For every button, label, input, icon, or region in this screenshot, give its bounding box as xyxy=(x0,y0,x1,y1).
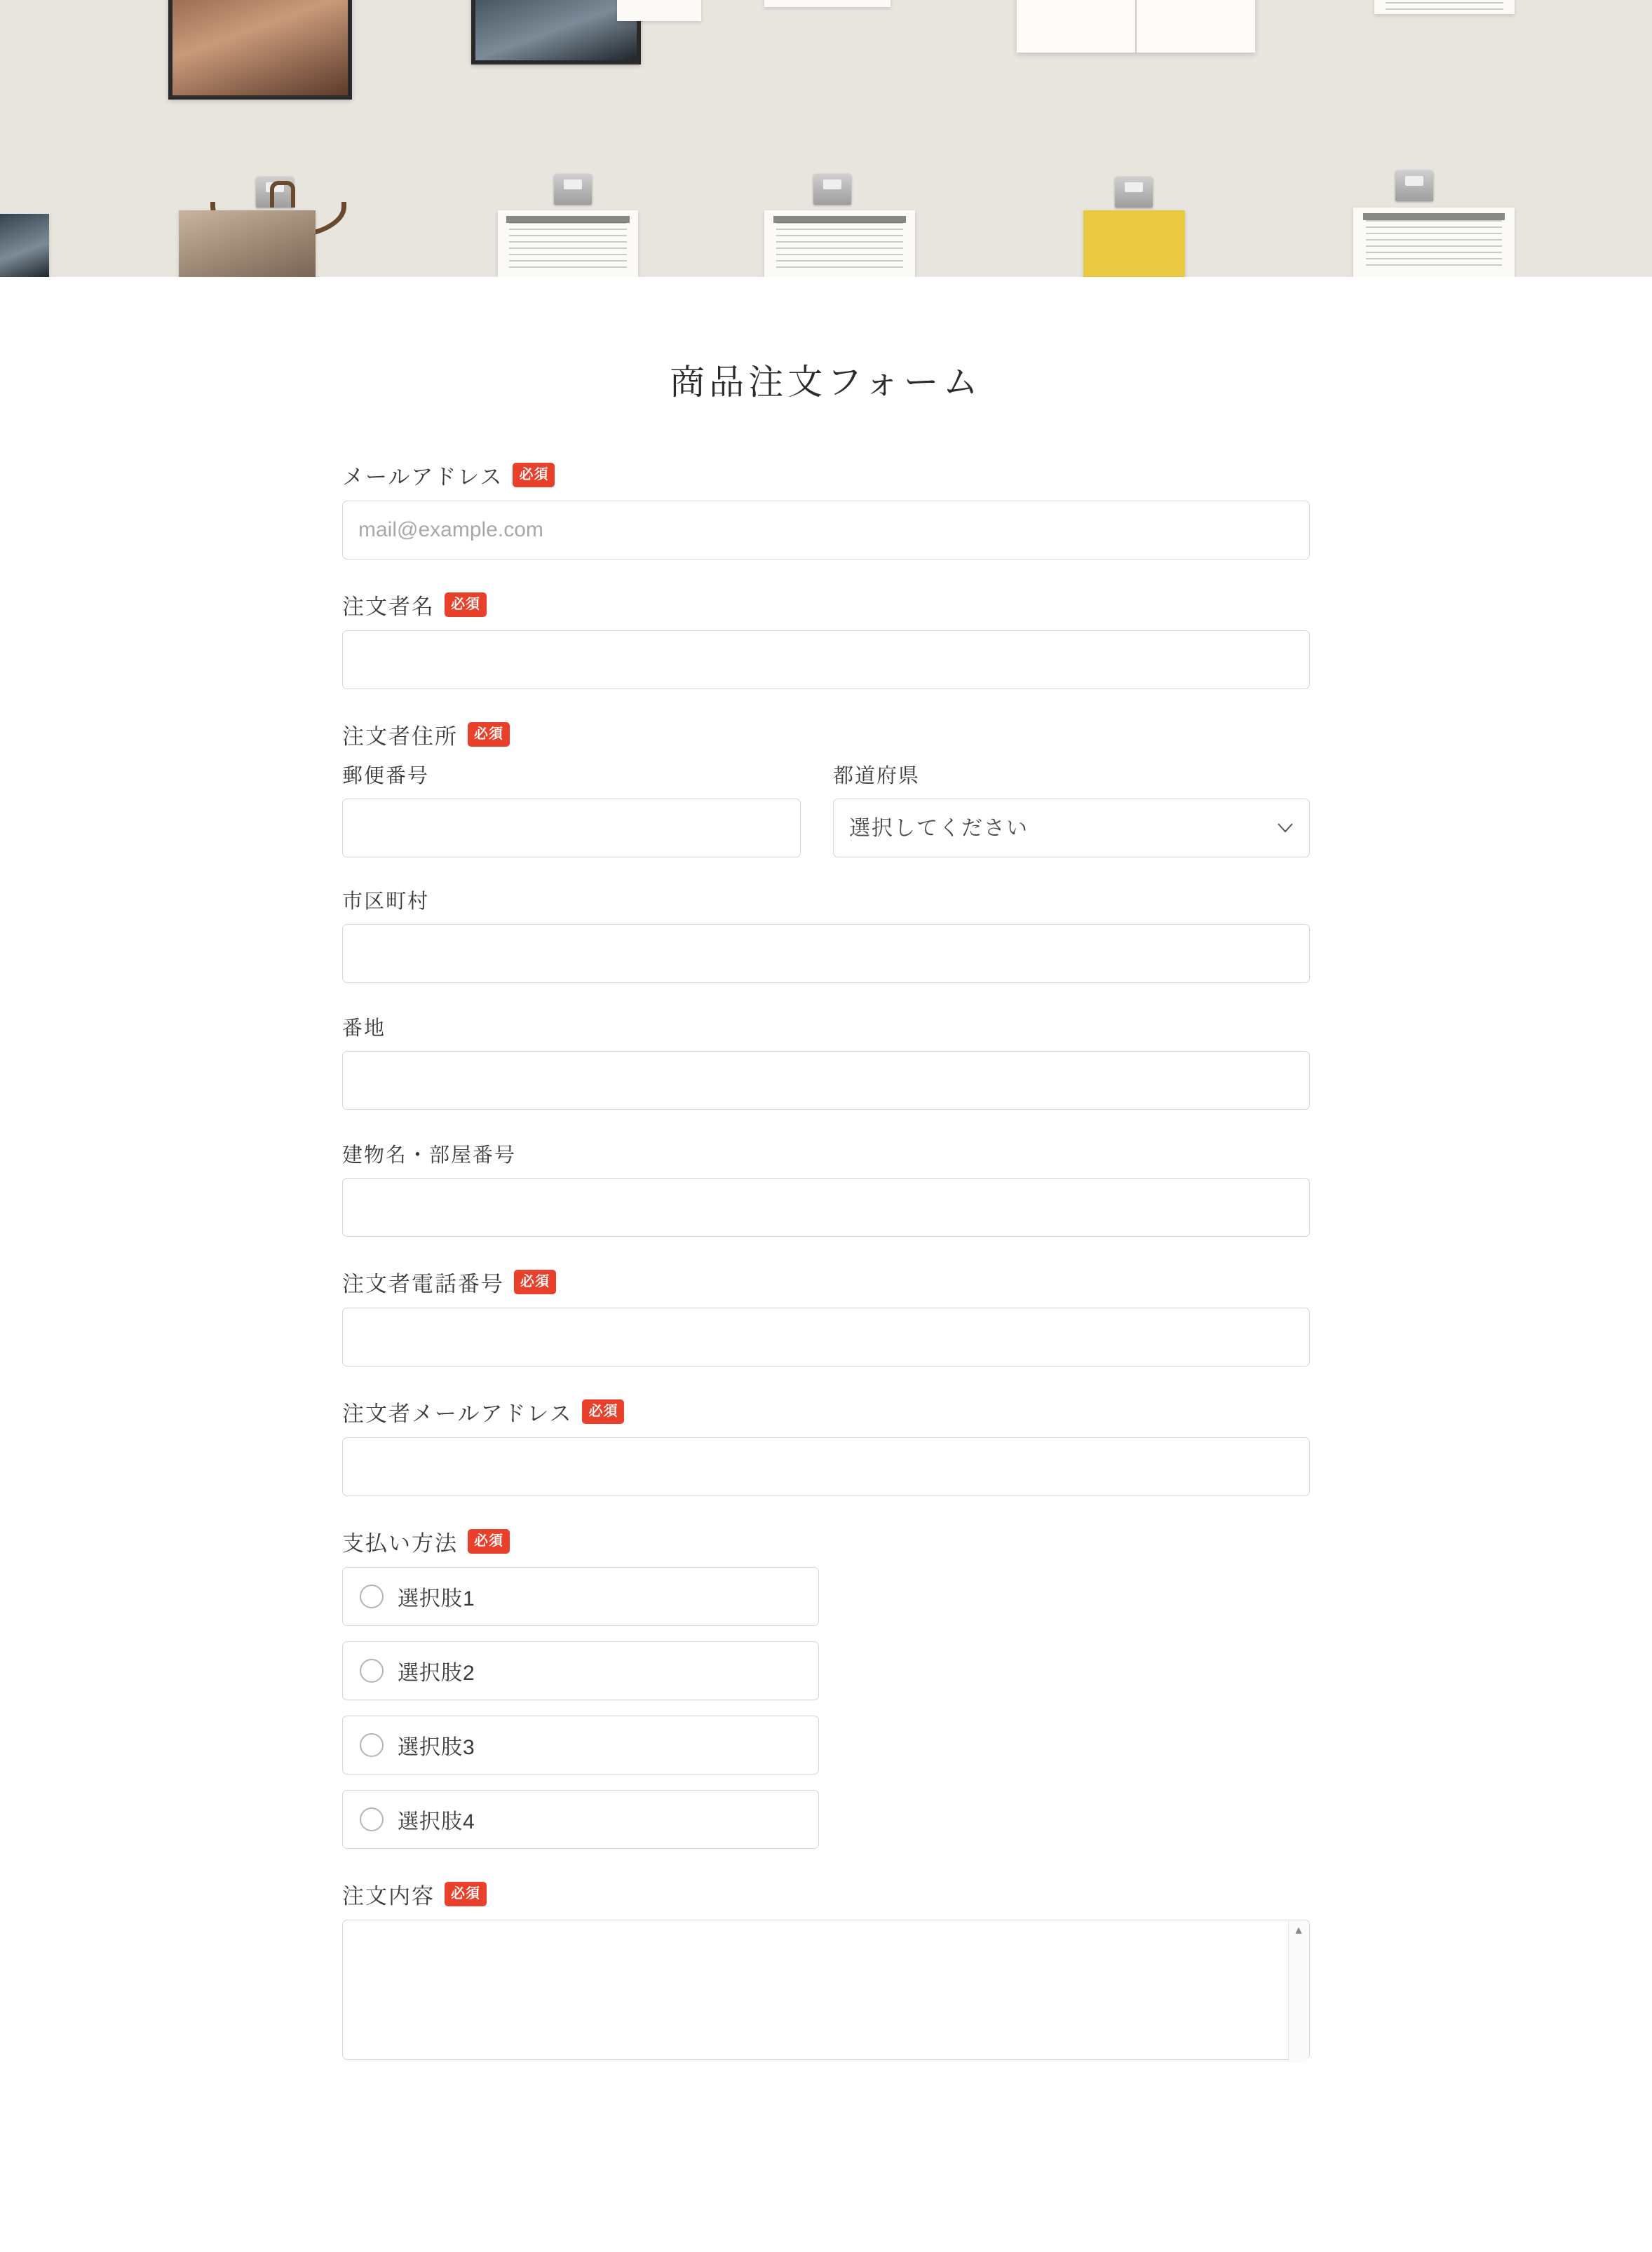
field-payment-method xyxy=(342,1526,1310,1849)
orderer-phone-input[interactable] xyxy=(342,1308,1310,1366)
email-top-input[interactable] xyxy=(342,501,1310,559)
radio-option-4[interactable] xyxy=(342,1790,819,1849)
prefecture-select[interactable] xyxy=(833,799,1310,857)
form-page xyxy=(0,354,1652,2112)
hero-photo-card xyxy=(179,210,316,277)
prefecture-select-wrap xyxy=(833,799,1310,857)
required-badge: 必須 xyxy=(468,1529,510,1554)
radio-circle-icon xyxy=(360,1733,384,1757)
radio-option-1[interactable] xyxy=(342,1567,819,1626)
required-badge: 必須 xyxy=(513,463,555,487)
prefecture-group xyxy=(833,760,1310,857)
field-orderer-email xyxy=(342,1396,1310,1496)
label-row xyxy=(342,459,1310,491)
address-top-row xyxy=(342,760,1310,857)
hero-open-book xyxy=(1017,0,1255,53)
hero-paper-sheet xyxy=(1374,0,1515,14)
label-row xyxy=(342,1266,1310,1298)
hero-paper-sheet xyxy=(764,0,891,7)
order-details-wrap xyxy=(342,1920,1310,2063)
orderer-name-input[interactable] xyxy=(342,630,1310,689)
radio-option-label: 選択肢1 xyxy=(398,1587,475,1610)
hero-framed-photo xyxy=(471,0,641,65)
field-label: 注文者メールアドレス xyxy=(342,1402,573,1426)
radio-option-label: 選択肢2 xyxy=(398,1662,475,1685)
label-row xyxy=(342,719,1310,750)
city-label: 市区町村 xyxy=(342,890,430,913)
radio-circle-icon xyxy=(360,1585,384,1608)
field-label: メールアドレス xyxy=(342,465,503,489)
order-form xyxy=(342,459,1310,2063)
radio-option-label: 選択肢3 xyxy=(398,1736,475,1759)
field-label: 注文者名 xyxy=(342,595,435,619)
label-row xyxy=(342,1878,1310,1910)
field-order-details xyxy=(342,1878,1310,2063)
hero-paper-sheet xyxy=(498,210,638,277)
textarea-scrollbar[interactable] xyxy=(1288,1921,1308,2062)
building-group xyxy=(342,1139,1310,1237)
hero-paper-sheet xyxy=(764,210,915,277)
radio-circle-icon xyxy=(360,1807,384,1831)
hero-yellow-note xyxy=(1083,210,1185,277)
label-row xyxy=(342,1396,1310,1427)
field-label: 注文者電話番号 xyxy=(342,1272,504,1296)
field-orderer-phone xyxy=(342,1266,1310,1366)
field-label: 注文内容 xyxy=(342,1884,435,1908)
city-group xyxy=(342,886,1310,983)
required-badge: 必須 xyxy=(514,1270,556,1294)
label-row xyxy=(342,1526,1310,1557)
street-input[interactable] xyxy=(342,1051,1310,1110)
required-badge: 必須 xyxy=(445,592,487,617)
city-input[interactable] xyxy=(342,924,1310,983)
hero-clip xyxy=(1115,177,1153,208)
required-badge: 必須 xyxy=(445,1882,487,1906)
radio-option-label: 選択肢4 xyxy=(398,1810,475,1833)
hero-clip xyxy=(1395,170,1433,201)
field-email-top xyxy=(342,459,1310,559)
building-input[interactable] xyxy=(342,1178,1310,1237)
field-orderer-name xyxy=(342,589,1310,689)
hero-newspaper xyxy=(1353,208,1515,277)
required-badge: 必須 xyxy=(468,722,510,747)
hero-paper-sheet xyxy=(617,0,701,21)
label-row xyxy=(342,589,1310,620)
building-label: 建物名・部屋番号 xyxy=(342,1144,517,1167)
radio-option-2[interactable] xyxy=(342,1641,819,1700)
radio-option-3[interactable] xyxy=(342,1716,819,1775)
page-title: 商品注文フォーム xyxy=(670,362,982,402)
street-label: 番地 xyxy=(342,1017,386,1040)
field-label: 支払い方法 xyxy=(342,1531,458,1556)
hero-framed-photo xyxy=(168,0,352,100)
radio-circle-icon xyxy=(360,1659,384,1683)
hero-photo-card xyxy=(0,214,49,277)
order-details-textarea[interactable] xyxy=(342,1920,1310,2060)
required-badge: 必須 xyxy=(582,1399,624,1424)
field-orderer-address xyxy=(342,719,1310,1237)
scroll-up-arrow-icon[interactable]: ▲ xyxy=(1293,1925,1304,1936)
orderer-email-input[interactable] xyxy=(342,1437,1310,1496)
postal-code-input[interactable] xyxy=(342,799,801,857)
hero-clip xyxy=(554,174,592,205)
prefecture-label: 都道府県 xyxy=(833,765,921,787)
hero-image xyxy=(0,0,1652,277)
postal-code-group xyxy=(342,760,801,857)
street-group xyxy=(342,1012,1310,1110)
payment-method-options xyxy=(342,1567,1310,1849)
field-label: 注文者住所 xyxy=(342,724,458,749)
postal-code-label: 郵便番号 xyxy=(342,765,430,787)
hero-clip xyxy=(813,174,851,205)
